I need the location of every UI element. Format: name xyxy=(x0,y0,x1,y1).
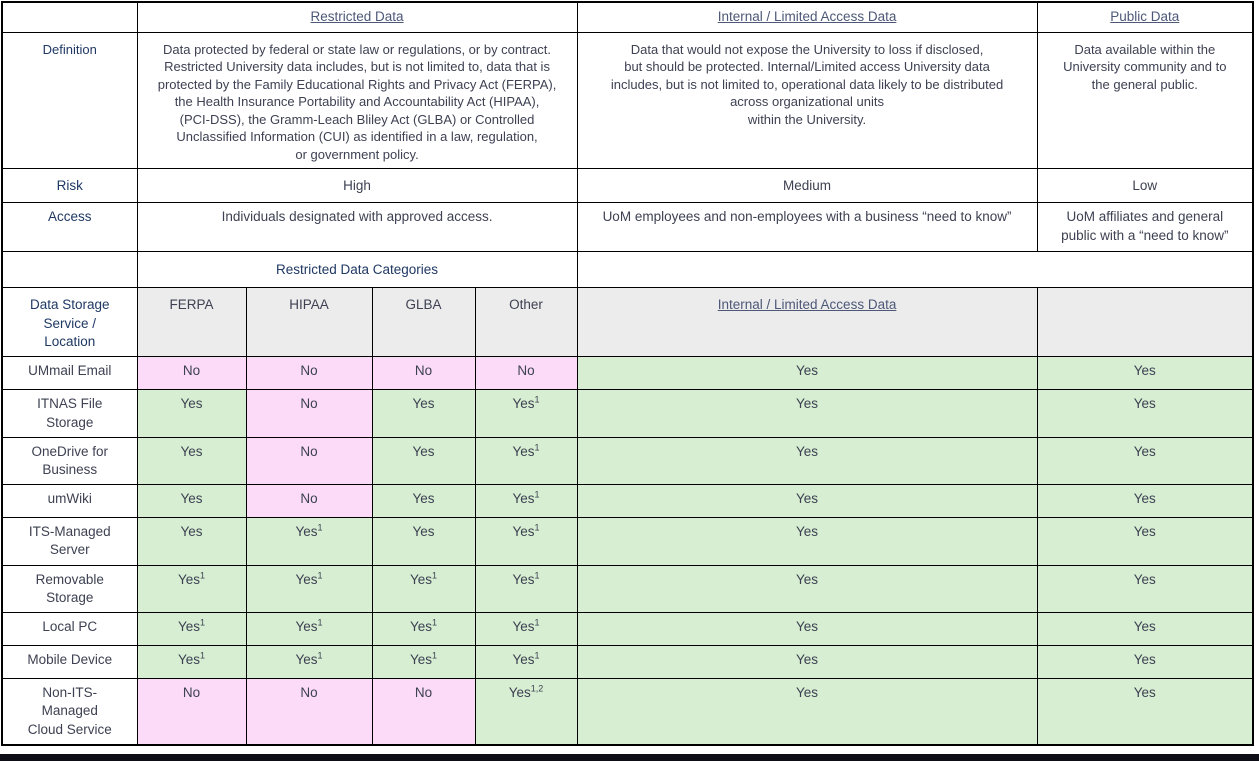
footnote-superscript: 1 xyxy=(432,617,438,628)
value-cell: Yes xyxy=(1037,679,1253,745)
service-label: Removable Storage xyxy=(2,565,137,612)
value-cell: Yes$^1$ xyxy=(475,613,577,646)
storage-tbody xyxy=(2,357,1253,745)
public-risk: Low xyxy=(1037,169,1253,203)
hipaa-column-header: HIPAA xyxy=(246,288,372,357)
service-label: umWiki xyxy=(2,485,137,518)
value-cell: Yes xyxy=(137,390,246,437)
public-definition: Data available within the University community and to the general public. xyxy=(1037,32,1253,169)
restricted-categories-row xyxy=(2,252,1253,288)
service-label: Non-ITS- Managed Cloud Service xyxy=(2,679,137,745)
internal-risk: Medium xyxy=(577,169,1037,203)
value-cell: Yes xyxy=(1037,565,1253,612)
footnote-superscript: 1 xyxy=(534,489,540,500)
internal-storage-column-header: Internal / Limited Access Data xyxy=(577,288,1037,357)
restricted-access: Individuals designated with approved access. xyxy=(137,203,577,252)
storage-service-label: Data Storage Service / Location xyxy=(2,288,137,357)
value-cell: No xyxy=(246,485,372,518)
data-classification-table xyxy=(1,1,1254,746)
footnote-superscript: 1 xyxy=(317,617,323,628)
footnote-superscript: 1 xyxy=(432,650,438,661)
value-cell: Yes$^1$ xyxy=(246,646,372,679)
footnote-superscript: 1 xyxy=(317,650,323,661)
footnote-superscript: 1 xyxy=(534,522,540,533)
table-row xyxy=(2,565,1253,612)
value-cell: Yes$^1$ xyxy=(137,565,246,612)
value-cell: Yes xyxy=(577,518,1037,565)
value-cell: Yes xyxy=(1037,437,1253,484)
footnote-superscript: 1 xyxy=(534,570,540,581)
footnote-superscript: 1 xyxy=(317,570,323,581)
service-label: ITNAS File Storage xyxy=(2,390,137,437)
value-cell: Yes xyxy=(1037,646,1253,679)
value-cell: Yes$^1$ xyxy=(475,646,577,679)
value-cell: Yes xyxy=(577,646,1037,679)
service-label: ITS-Managed Server xyxy=(2,518,137,565)
footnote-superscript: 1 xyxy=(200,650,206,661)
storage-header-row xyxy=(2,288,1253,357)
footnote-superscript: 1 xyxy=(534,617,540,628)
value-cell: Yes xyxy=(372,437,475,484)
value-cell: Yes$^1$ xyxy=(372,565,475,612)
classification-header-row xyxy=(2,2,1253,32)
footnote-superscript: 1 xyxy=(534,650,540,661)
value-cell: No xyxy=(246,679,372,745)
glba-column-header: GLBA xyxy=(372,288,475,357)
value-cell: Yes$^1$ xyxy=(137,613,246,646)
value-cell: Yes xyxy=(577,437,1037,484)
table-row xyxy=(2,357,1253,390)
value-cell: Yes$^1$ xyxy=(475,565,577,612)
table-row xyxy=(2,390,1253,437)
public-data-header: Public Data xyxy=(1037,2,1253,32)
service-label: Local PC xyxy=(2,613,137,646)
value-cell: Yes xyxy=(372,390,475,437)
value-cell: Yes xyxy=(1037,613,1253,646)
footnote-superscript: 1 xyxy=(534,394,540,405)
table-row xyxy=(2,679,1253,745)
service-label: UMmail Email xyxy=(2,357,137,390)
footnote-superscript: 1 xyxy=(200,570,206,581)
value-cell: Yes xyxy=(372,518,475,565)
value-cell: No xyxy=(372,357,475,390)
table-row xyxy=(2,646,1253,679)
restricted-data-header: Restricted Data xyxy=(137,2,577,32)
public-access: UoM affiliates and general public with a “need to know” xyxy=(1037,203,1253,252)
value-cell: Yes xyxy=(577,357,1037,390)
value-cell: No xyxy=(137,357,246,390)
table-row xyxy=(2,518,1253,565)
bottom-edge-bar xyxy=(0,754,1259,761)
risk-row-label: Risk xyxy=(2,169,137,203)
value-cell: Yes xyxy=(577,485,1037,518)
public-storage-column-header-empty xyxy=(1037,288,1253,357)
value-cell: Yes xyxy=(372,485,475,518)
internal-data-header: Internal / Limited Access Data xyxy=(577,2,1037,32)
footnote-superscript: 1 xyxy=(432,570,438,581)
internal-definition: Data that would not expose the University to loss if disclosed, but should be protected. Internal/Limited access University data includes, but is not limited to, operational data likely to be distributed across organizational units within the University. xyxy=(577,32,1037,169)
value-cell: Yes$^1$ xyxy=(475,518,577,565)
value-cell: Yes xyxy=(1037,357,1253,390)
access-row-label: Access xyxy=(2,203,137,252)
value-cell: No xyxy=(372,679,475,745)
value-cell: Yes$^1$ xyxy=(137,646,246,679)
value-cell: Yes$^1$ xyxy=(475,437,577,484)
value-cell: No xyxy=(137,679,246,745)
value-cell: Yes xyxy=(577,679,1037,745)
value-cell: Yes$^1$ xyxy=(246,613,372,646)
value-cell: Yes$^1$ xyxy=(372,646,475,679)
categories-empty-right-cell xyxy=(577,252,1253,288)
definition-row-label: Definition xyxy=(2,32,137,169)
value-cell: Yes xyxy=(137,485,246,518)
internal-access: UoM employees and non-employees with a business “need to know” xyxy=(577,203,1037,252)
value-cell: Yes$^1$ xyxy=(475,485,577,518)
value-cell: Yes xyxy=(577,565,1037,612)
value-cell: No xyxy=(246,437,372,484)
value-cell: Yes$^{1,2}$ xyxy=(475,679,577,745)
risk-row xyxy=(2,169,1253,203)
value-cell: No xyxy=(246,390,372,437)
value-cell: No xyxy=(246,357,372,390)
value-cell: Yes xyxy=(137,437,246,484)
value-cell: Yes xyxy=(577,613,1037,646)
value-cell: Yes xyxy=(577,390,1037,437)
ferpa-column-header: FERPA xyxy=(137,288,246,357)
value-cell: Yes xyxy=(1037,518,1253,565)
value-cell: Yes xyxy=(137,518,246,565)
corner-empty-cell xyxy=(2,2,137,32)
service-label: Mobile Device xyxy=(2,646,137,679)
footnote-superscript: 1 xyxy=(534,442,540,453)
value-cell: Yes xyxy=(1037,390,1253,437)
value-cell: Yes$^1$ xyxy=(246,565,372,612)
value-cell: Yes xyxy=(1037,485,1253,518)
footnote-superscript: 1,2 xyxy=(530,683,544,694)
footnote-superscript: 1 xyxy=(317,522,323,533)
value-cell: Yes$^1$ xyxy=(475,390,577,437)
table-row xyxy=(2,437,1253,484)
footnote-superscript: 1 xyxy=(200,617,206,628)
restricted-definition: Data protected by federal or state law or regulations, or by contract. Restricted University data includes, but is not limited to, data that is protected by the Family Educational Rights and Privacy Act (FERPA), the Health Insurance Portability and Accountability Act (HIPAA), (PCI-DSS), the Gramm-Leach Bliley Act (GLBA) or Controlled Unclassified Information (CUI) as identified in a law, regulation, or government policy. xyxy=(137,32,577,169)
restricted-categories-label: Restricted Data Categories xyxy=(137,252,577,288)
value-cell: No xyxy=(475,357,577,390)
other-column-header: Other xyxy=(475,288,577,357)
value-cell: Yes$^1$ xyxy=(372,613,475,646)
service-label: OneDrive for Business xyxy=(2,437,137,484)
table-row xyxy=(2,613,1253,646)
value-cell: Yes$^1$ xyxy=(246,518,372,565)
definition-row xyxy=(2,32,1253,169)
table-row xyxy=(2,485,1253,518)
categories-empty-left-cell xyxy=(2,252,137,288)
access-row xyxy=(2,203,1253,252)
restricted-risk: High xyxy=(137,169,577,203)
